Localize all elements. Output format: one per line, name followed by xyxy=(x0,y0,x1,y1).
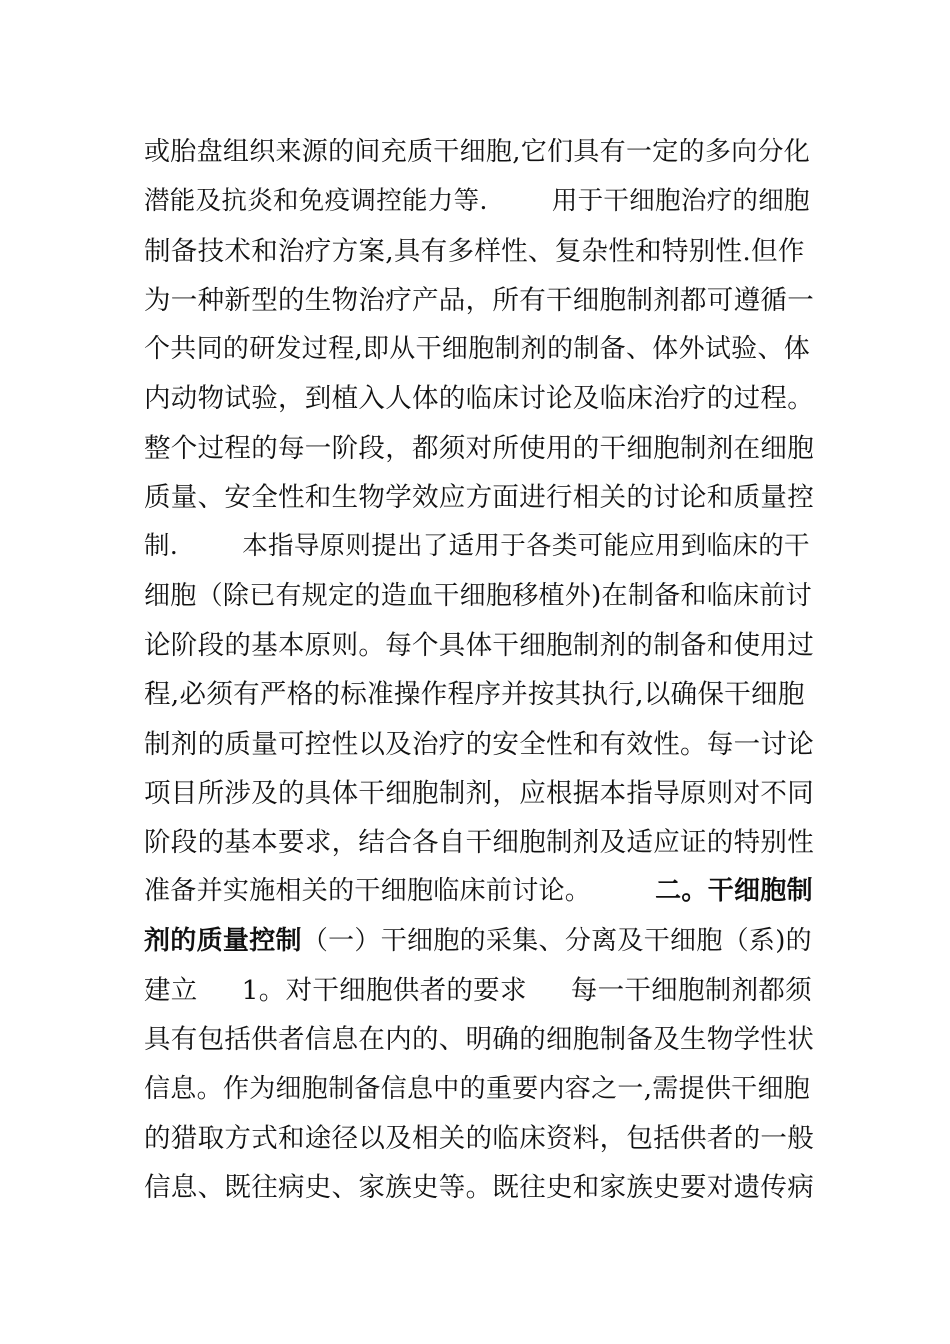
text-segment: 制. xyxy=(144,531,179,562)
text-segment: 个共同的研发过程,即从干细胞制剂的制备、体外试验、体 xyxy=(144,334,811,365)
text-segment: 质量、安全性和生物学效应方面进行相关的讨论和质量控 xyxy=(144,482,814,514)
text-segment: 论阶段的基本原则。每个具体干细胞制剂的制备和使用过 xyxy=(144,629,814,661)
text-line xyxy=(144,522,814,571)
text-segment: 内动物试验，到植入人体的临床讨论及临床治疗的过程。 xyxy=(144,383,814,415)
text-segment: 用于干细胞治疗的细胞 xyxy=(551,186,810,217)
text-line xyxy=(144,720,814,769)
text-segment: 项目所涉及的具体干细胞制剂，应根据本指导原则对不同 xyxy=(144,777,814,809)
text-line xyxy=(144,867,814,916)
text-line xyxy=(144,769,814,818)
text-segment: 信息。作为细胞制备信息中的重要内容之一,需提供干细胞 xyxy=(144,1073,811,1104)
text-segment: 为一种新型的生物治疗产品，所有干细胞制剂都可遵循一 xyxy=(144,284,814,316)
text-segment: 每一干细胞制剂都须 xyxy=(570,975,812,1007)
text-line xyxy=(144,818,814,867)
text-segment: 整个过程的每一阶段，都须对所使用的干细胞制剂在细胞 xyxy=(144,432,814,464)
text-line xyxy=(144,1065,814,1114)
text-segment: 制备技术和治疗方案,具有多样性、复杂性和特别性.但作 xyxy=(144,235,805,267)
text-segment: 程,必须有严格的标准操作程序并按其执行,以确保干细胞 xyxy=(144,679,805,711)
text-line xyxy=(144,177,814,226)
section-heading-text: 剂的质量控制 xyxy=(144,925,302,956)
text-line xyxy=(144,917,814,966)
text-line xyxy=(144,621,814,670)
text-line xyxy=(144,1163,814,1212)
text-segment: 信息、既往病史、家族史等。既往史和家族史要对遗传病 xyxy=(144,1172,814,1204)
text-segment: 或胎盘组织来源的间充质干细胞,它们具有一定的多向分化 xyxy=(144,137,811,167)
text-line xyxy=(144,572,814,621)
body-text xyxy=(144,128,814,1213)
text-segment: 阶段的基本要求，结合各自干细胞制剂及适应证的特别性 xyxy=(144,827,814,859)
text-segment: 准备并实施相关的干细胞临床前讨论。 xyxy=(144,876,592,907)
text-segment: 的猎取方式和途径以及相关的临床资料，包括供者的一般 xyxy=(144,1122,814,1154)
text-line xyxy=(144,325,814,374)
text-line xyxy=(144,1015,814,1064)
text-line xyxy=(144,966,814,1015)
text-segment: 具有包括供者信息在内的、明确的细胞制备及生物学性状 xyxy=(144,1024,814,1056)
text-segment: 制剂的质量可控性以及治疗的安全性和有效性。每一讨论 xyxy=(144,728,814,760)
text-line xyxy=(144,374,814,423)
text-line xyxy=(144,128,814,177)
text-segment: 潜能及抗炎和免疫调控能力等. xyxy=(144,186,488,217)
text-line xyxy=(144,1114,814,1163)
text-segment: 建立 xyxy=(144,975,198,1007)
text-line xyxy=(144,473,814,522)
text-line xyxy=(144,276,814,325)
text-line xyxy=(144,227,814,276)
text-segment: 本指导原则提出了适用于各类可能应用到临床的干 xyxy=(242,531,810,562)
text-line xyxy=(144,670,814,719)
section-heading-text: 二。干细胞制 xyxy=(655,876,813,907)
text-segment: 细胞（除已有规定的造血干细胞移植外)在制备和临床前讨 xyxy=(144,580,812,611)
text-line xyxy=(144,424,814,473)
text-segment: 1。对干细胞供者的要求 xyxy=(241,975,527,1007)
text-segment: （一）干细胞的采集、分离及干细胞（系)的 xyxy=(301,925,812,956)
